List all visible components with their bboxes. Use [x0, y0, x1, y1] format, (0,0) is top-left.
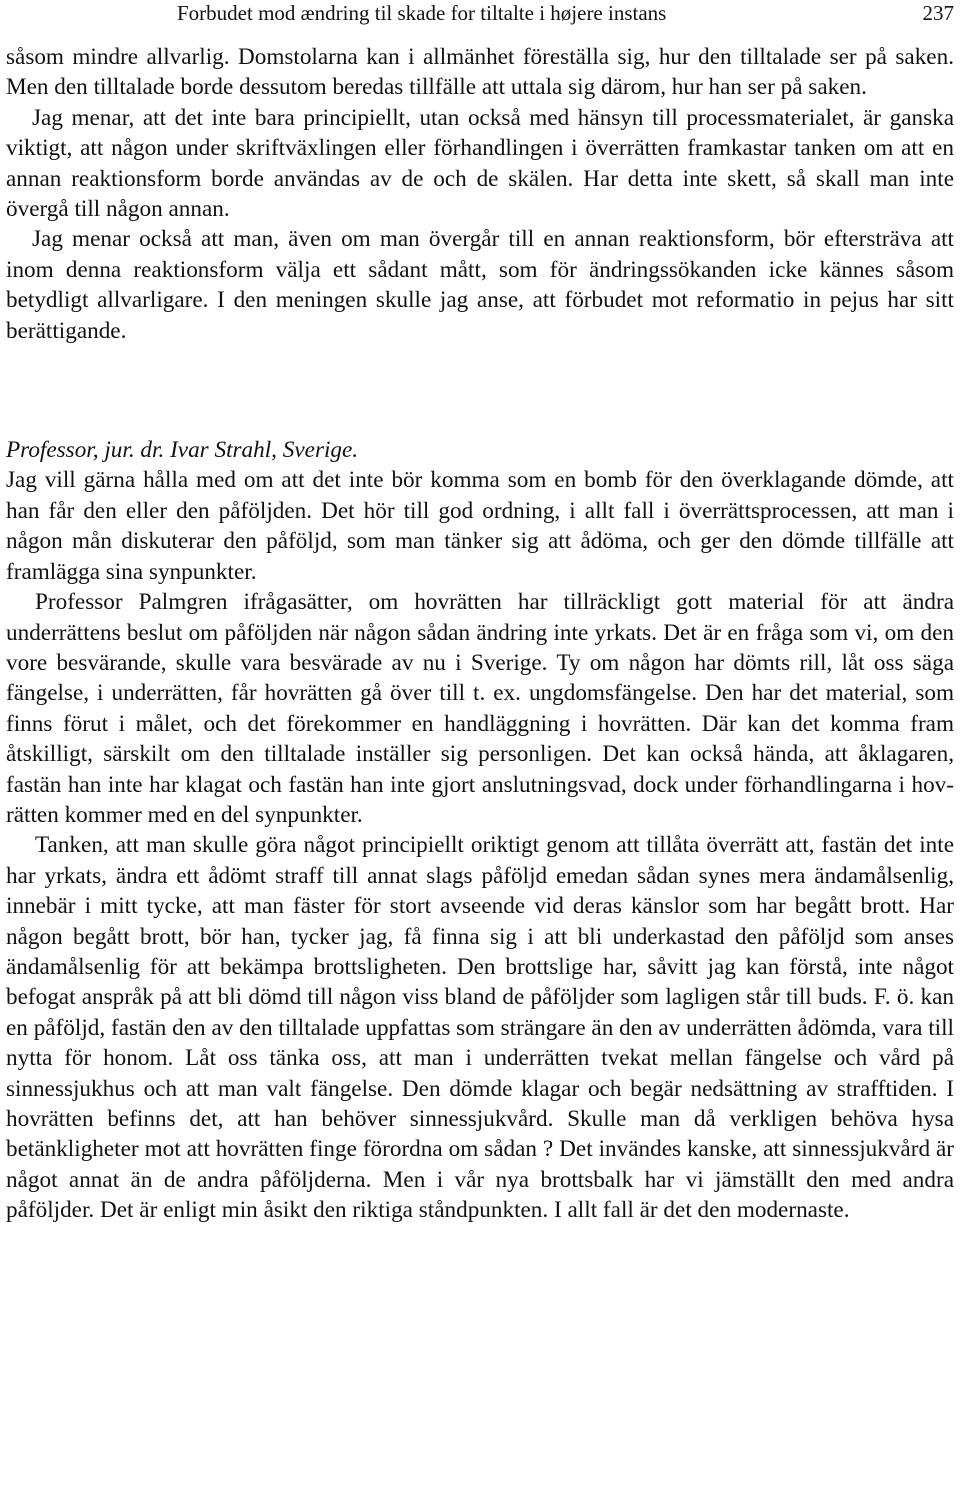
section-spacer [6, 346, 954, 435]
document-body [6, 42, 954, 1226]
paragraph: Jag menar, att det inte bara principiellt, utan också med hänsyn till processmaterialet, är ganska viktigt, att någon under skriftväxlingen eller förhandlingen i överrätten framkastar tanken om att en annan reaktionsform borde användas av de och de skälen. Har detta inte skett, så skall man inte övergå till någon annan. [6, 104, 954, 223]
running-header [6, 0, 954, 26]
speaker-heading: Professor, jur. dr. Ivar Strahl, Sverige. [6, 437, 359, 464]
paragraph: Jag vill gärna hålla med om att det inte bör komma som en bomb för den överklagande dömde, att han får den eller den påföljden. Det hör till god ordning, i allt fall i överrättsprocessen, att man i någon mån diskuterar den påföljd, som man tänker sig att ådöma, och ger den dömde tillfälle att framlägga sina synpunkter. [6, 467, 954, 585]
paragraph: Tanken, att man skulle göra något principiellt oriktigt genom att tillåta överrätt att, fastän det inte har yrkats, ändra ett ådömt straff till annat slags påföljd emedan sådan synes mera ändamålsenlig, innebär i mitt tycke, att man fäster för stort avseende vid deras känslor som har begått brott. Har någon begått brott, bör han, tycker jag, få finna sig i att bli underkastad den påföljd som anses ändamålsenlig för att bekämpa brottsligheten. Den brottslige har, såvitt jag kan förstå, inte något befogat anspråk på att bli dömd till någon viss bland de påföljder som lagligen står till buds. F. ö. kan en påföljd, fastän den av den tilltalade uppfattas som strängare än den av underrätten ådömda, vara till nytta för honom. Låt oss tänka oss, att man i underrätten tvekat mellan fängelse och vård på sinnessjukhus och att man valt fängelse. Den dömde klagar och begär nedsättning av strafftiden. I hovrätten befinns det, att han behöver sinnessjukvård. Skulle man då verkligen behöva hysa betänkligheter mot att hovrätten finge förordna om sådan ? Det invändes kanske, att sinnessjukvård är något annat än de andra påföljderna. Men i vår nya brottsbalk har vi jämställt den med andra påföljder. Det är enligt min åsikt den riktiga ståndpunkten. I allt fall är det den modernaste. [6, 832, 954, 1224]
page-number: 237 [922, 1, 954, 25]
document-page [6, 0, 954, 1511]
paragraph: Professor Palmgren ifrågasätter, om hovrätten har tillräckligt gott material för att ändra underrättens beslut om påföljden när någon sådan ändring inte yrkats. Det är en fråga som vi, om den vore besvärande, skulle vara besvärade av nu i Sverige. Ty om någon har dömts rill, låt oss säga fängelse, i underrätten, får hovrätten gå över till t. ex. ungdomsfängelse. Den har det material, som finns förut i målet, och det förekommer en handläggning i hovrätten. Där kan det komma fram åtskilligt, särskilt om den tilltalade inställer sig personligen. Det kan också hända, att åklagaren, fastän han inte har klagat och fastän han inte gjort anslutningsvad, dock under förhandlingarna i hovrätten kommer med en del synpunkter. [6, 589, 954, 828]
paragraph-continuation: såsom mindre allvarlig. Domstolarna kan i allmänhet föreställa sig, hur den tilltalade ser på saken. Men den tilltalade borde dessutom beredas tillfälle att uttala sig därom, hur han ser på saken. [6, 44, 954, 101]
running-title: Forbudet mod ændring til skade for tiltalte i højere instans [177, 1, 667, 25]
paragraph: Jag menar också att man, även om man övergår till en annan reaktionsform, bör eftersträva att inom denna reaktionsform välja ett sådant mått, som för ändringssökanden icke kännes såsom betydligt allvarligare. I den meningen skulle jag anse, att förbudet mot reformatio in pejus har sitt berättigande. [6, 226, 954, 344]
